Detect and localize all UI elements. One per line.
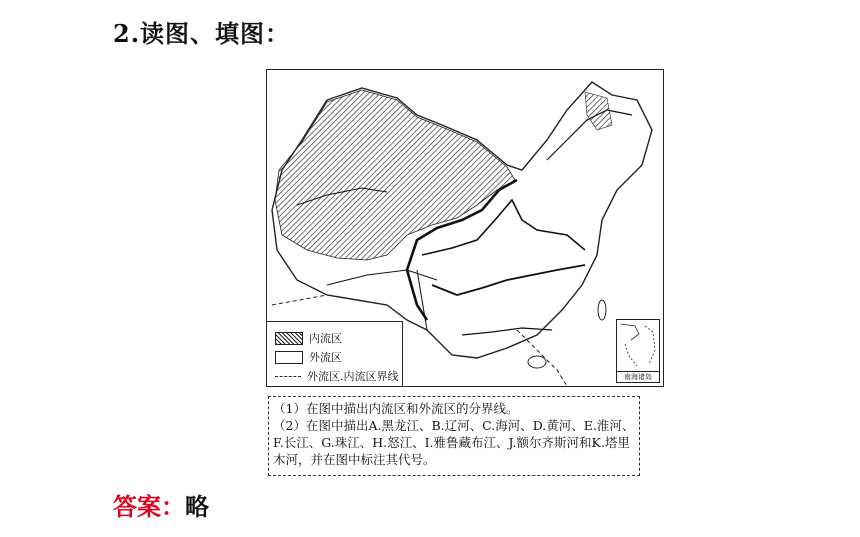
inset-label: 南海诸岛 [617,371,659,382]
hatch-swatch-icon [275,332,303,345]
hainan-island [528,356,546,368]
dashed-line-icon [275,376,301,377]
question-2: （2）在图中描出A.黑龙江、B.辽河、C.海河、D.黄河、E.淮河、F.长江、G.珠江、H.怒江、I.雅鲁藏布江、J.额尔齐斯河和K.塔里木河，并在图中标注其代号。 [273,418,635,467]
question-1: （1）在图中描出内流区和外流区的分界线。 [273,401,519,416]
south-china-sea-inset [616,319,660,383]
dashed-line-1 [272,295,327,305]
question-box [268,396,640,476]
legend-boundary: 外流区.内流区界线 [275,368,399,384]
map-legend [267,321,403,387]
answer-label: 答案： [113,492,185,521]
blank-swatch-icon [275,351,303,364]
answer-line [113,487,209,522]
legend-inner: 内流区 [275,330,342,346]
answer-text: 略 [185,492,209,521]
taiwan-island [598,300,606,320]
page-title: 2.读图、填图： [113,19,291,48]
china-river-map [266,69,664,387]
inset-drawing [617,320,659,370]
legend-outer: 外流区 [275,349,342,365]
